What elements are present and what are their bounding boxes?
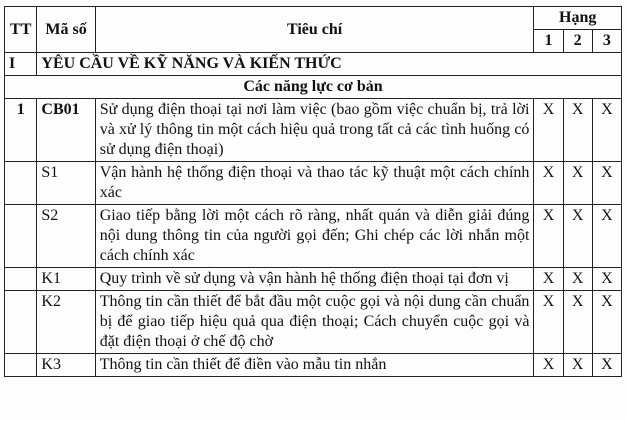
row-tt	[5, 354, 37, 377]
row-mark-1: X	[534, 99, 563, 162]
row-mark-1: X	[534, 205, 563, 268]
row-mark-3: X	[592, 291, 621, 354]
row-text: Quy trình về sử dụng và vận hành hệ thống điện thoại tại đơn vị	[95, 268, 534, 291]
row-tt: 1	[5, 99, 37, 162]
row-code: K3	[37, 354, 95, 377]
header-tt: TT	[5, 7, 37, 53]
row-code: CB01	[37, 99, 95, 162]
header-row	[5, 7, 622, 30]
row-mark-2: X	[563, 99, 592, 162]
row-mark-1: X	[534, 354, 563, 377]
row-tt	[5, 291, 37, 354]
row-text: Thông tin cần thiết để bắt đầu một cuộc gọi và nội dung cần chuẩn bị để giao tiếp hiệu quả qua điện thoại; Cách chuyển cuộc gọi và đặt điện thoại ở chế độ chờ	[95, 291, 534, 354]
row-tt	[5, 268, 37, 291]
subsection-row	[5, 76, 622, 99]
row-code: K2	[37, 291, 95, 354]
row-text: Sử dụng điện thoại tại nơi làm việc (bao gồm việc chuẩn bị, trả lời và xử lý thông tin một cách hiệu quả trong tất cả các tình huống có sử dụng điện thoại)	[95, 99, 534, 162]
row-text: Thông tin cần thiết để điền vào mẫu tin nhắn	[95, 354, 534, 377]
table-row	[5, 205, 622, 268]
header-hang: Hạng	[534, 7, 622, 30]
row-mark-2: X	[563, 354, 592, 377]
section-row	[5, 53, 622, 76]
row-mark-3: X	[592, 268, 621, 291]
table-row	[5, 162, 622, 205]
row-mark-1: X	[534, 268, 563, 291]
row-mark-2: X	[563, 291, 592, 354]
section-number: I	[5, 53, 37, 76]
row-text: Giao tiếp bằng lời một cách rõ ràng, nhất quán và diễn giải đúng nội dung thông tin của người gọi đến; Ghi chép các lời nhắn một cách chính xác	[95, 205, 534, 268]
row-mark-1: X	[534, 291, 563, 354]
header-hang-2: 2	[563, 30, 592, 53]
row-code: S2	[37, 205, 95, 268]
row-tt	[5, 162, 37, 205]
row-text: Vận hành hệ thống điện thoại và thao tác kỹ thuật một cách chính xác	[95, 162, 534, 205]
row-code: S1	[37, 162, 95, 205]
row-mark-2: X	[563, 268, 592, 291]
row-tt	[5, 205, 37, 268]
header-hang-1: 1	[534, 30, 563, 53]
table-row	[5, 291, 622, 354]
criteria-table	[4, 6, 622, 377]
table-row	[5, 354, 622, 377]
row-mark-1: X	[534, 162, 563, 205]
header-ma-so: Mã số	[37, 7, 95, 53]
row-code: K1	[37, 268, 95, 291]
subsection-title: Các năng lực cơ bản	[5, 76, 622, 99]
row-mark-3: X	[592, 205, 621, 268]
row-mark-3: X	[592, 162, 621, 205]
header-tieu-chi: Tiêu chí	[95, 7, 534, 53]
row-mark-2: X	[563, 162, 592, 205]
section-title: YÊU CẦU VỀ KỸ NĂNG VÀ KIẾN THỨC	[37, 53, 622, 76]
row-mark-3: X	[592, 99, 621, 162]
table-row	[5, 99, 622, 162]
row-mark-3: X	[592, 354, 621, 377]
table-row	[5, 268, 622, 291]
header-hang-3: 3	[592, 30, 621, 53]
row-mark-2: X	[563, 205, 592, 268]
